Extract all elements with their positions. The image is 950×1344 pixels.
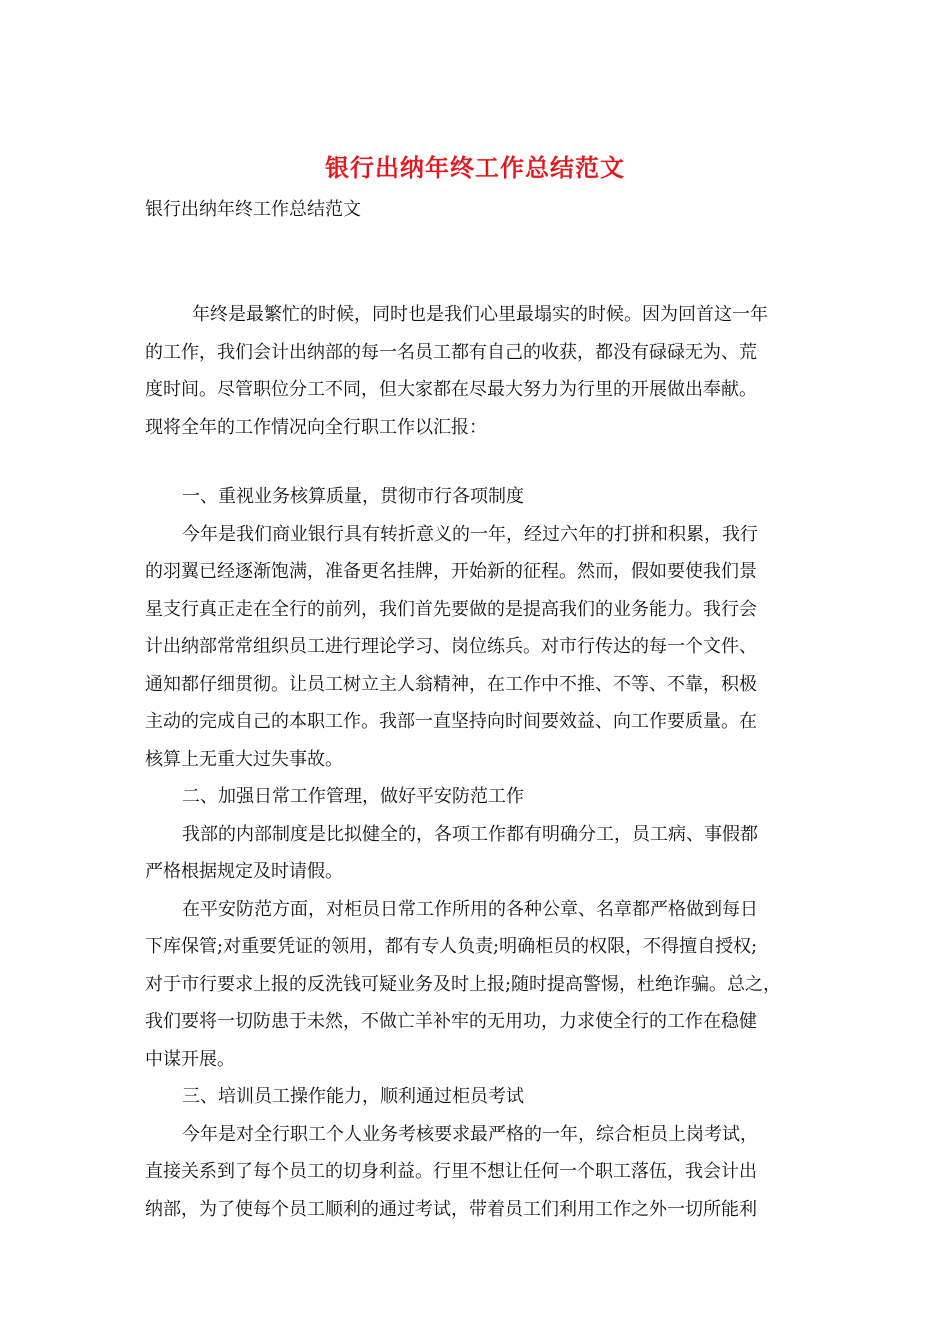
text-line: 通知都仔细贯彻。让员工树立主人翁精神，在工作中不推、不等、不靠，积极	[145, 673, 757, 695]
text-line: 计出纳部常常组织员工进行理论学习、岗位练兵。对市行传达的每一个文件、	[145, 636, 757, 657]
section-heading: 二、加强日常工作管理，做好平安防范工作	[182, 786, 524, 807]
text-line: 的羽翼已经逐渐饱满，准备更名挂牌，开始新的征程。然而，假如要使我们景	[145, 561, 757, 582]
text-line: 今年是对全行职工个人业务考核要求最严格的一年，综合柜员上岗考试，	[182, 1123, 758, 1145]
text-line: 度时间。尽管职位分工不同，但大家都在尽最大努力为行里的开展做出奉献。	[145, 379, 757, 400]
text-line: 严格根据规定及时请假。	[145, 861, 343, 882]
intro-paragraph	[145, 296, 805, 446]
text-line: 星支行真正走在全行的前列，我们首先要做的是提高我们的业务能力。我行会	[145, 598, 757, 620]
text-line: 现将全年的工作情况向全行职工作以汇报：	[145, 416, 487, 438]
text-line: 今年是我们商业银行具有转折意义的一年，经过六年的打拼和积累，我行	[182, 523, 758, 545]
document-subtitle: 银行出纳年终工作总结范文	[145, 199, 361, 220]
text-line: 核算上无重大过失事故。	[145, 748, 343, 770]
text-line: 中谋开展。	[145, 1048, 235, 1070]
text-line: 纳部，为了使每个员工顺利的通过考试，带着员工们利用工作之外一切所能利	[145, 1198, 757, 1220]
section-heading: 一、重视业务核算质量，贯彻市行各项制度	[182, 486, 524, 507]
body-text	[145, 478, 805, 1228]
text-line: 我们要将一切防患于未然，不做亡羊补牢的无用功，力求使全行的工作在稳健	[145, 1011, 757, 1032]
text-line: 在平安防范方面，对柜员日常工作所用的各种公章、名章都严格做到每日	[182, 898, 758, 920]
text-line: 下库保管;对重要凭证的领用，都有专人负责;明确柜员的权限，不得擅自授权;	[145, 936, 758, 957]
section-heading: 三、培训员工操作能力，顺利通过柜员考试	[182, 1086, 524, 1107]
text-line: 年终是最繁忙的时候，同时也是我们心里最塌实的时候。因为回首这一年	[192, 304, 768, 325]
text-line: 的工作，我们会计出纳部的每一名员工都有自己的收获，都没有碌碌无为、荒	[145, 341, 757, 363]
text-line: 对于市行要求上报的反洗钱可疑业务及时上报;随时提高警惕，杜绝诈骗。总之，	[145, 973, 782, 995]
text-line: 我部的内部制度是比拟健全的，各项工作都有明确分工，员工病、事假都	[182, 823, 758, 845]
document-title: 银行出纳年终工作总结范文	[325, 153, 625, 182]
text-line: 主动的完成自己的本职工作。我部一直坚持向时间要效益、向工作要质量。在	[145, 711, 757, 732]
text-line: 直接关系到了每个员工的切身利益。行里不想让任何一个职工落伍，我会计出	[145, 1161, 757, 1182]
